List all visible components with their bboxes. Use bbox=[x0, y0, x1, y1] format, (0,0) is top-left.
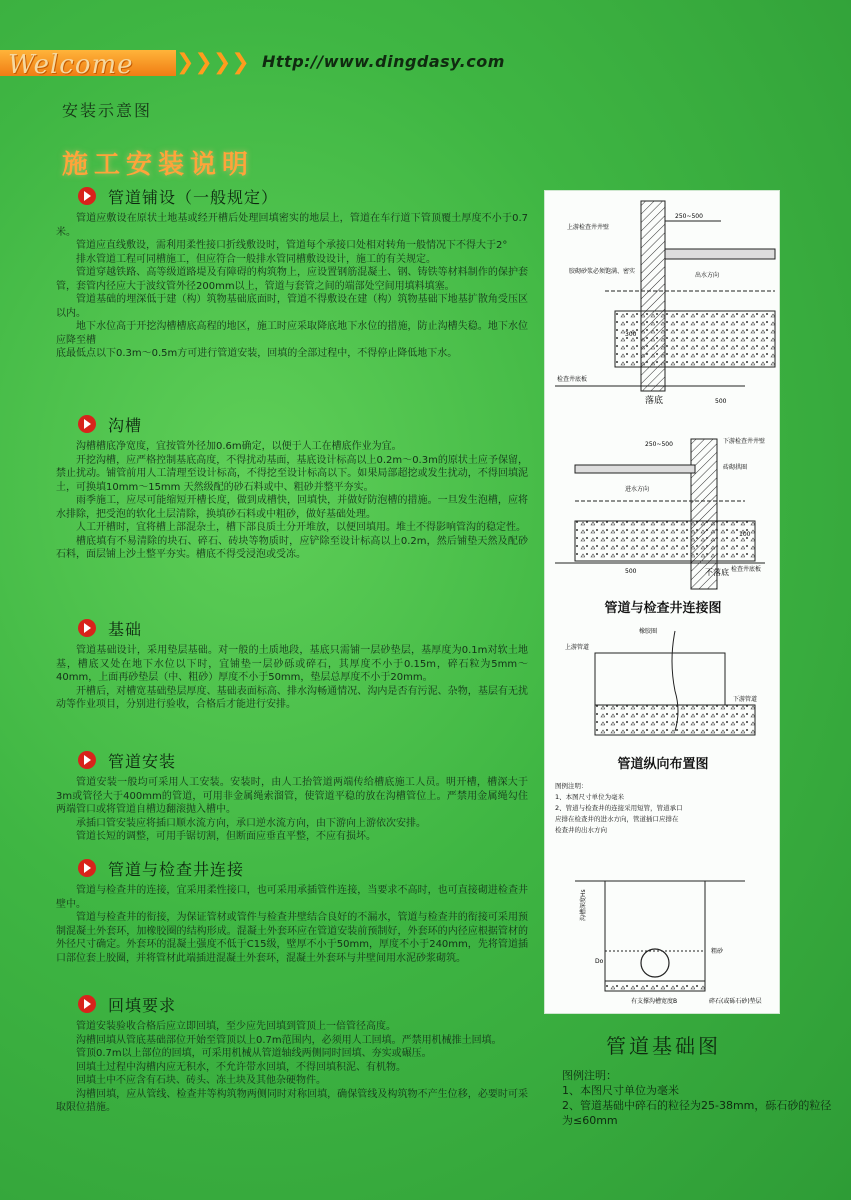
play-bullet-icon bbox=[78, 187, 96, 205]
paragraph: 管道基础的埋深低于建（构）筑物基础底面时，管道不得敷设在建（构）筑物基础下地基扩散角受压区以内。 bbox=[56, 294, 528, 319]
legend-line: 2、管道与检查井的连接采用短管，管道承口 bbox=[555, 804, 683, 812]
dim-500-label: 500 bbox=[715, 398, 727, 405]
paragraph: 管道穿越铁路、高等级道路堤及有障碍的构筑物上，应设置钢筋混凝土、钢、铸铁等材料制作的保护套管，套管内径应大于波纹管外径200mm以上，管道与套管之间的端部处空间用填料填塞。 bbox=[56, 267, 528, 292]
welcome-banner bbox=[0, 50, 176, 80]
brick-label: 砖砌拱圈 bbox=[723, 464, 748, 471]
website-url[interactable]: Http://www.dingdasy.com bbox=[262, 52, 505, 71]
ring-label: 橡胶圈 bbox=[639, 628, 658, 635]
welcome-text: Welcome bbox=[8, 50, 134, 80]
paragraph: 管道长短的调整，可用手锯切割，但断面应垂直平整，不应有损坏。 bbox=[76, 831, 376, 842]
paragraph: 管道与检查井的衔接，为保证管材或管件与检查井壁结合良好的不漏水，管道与检查井的衔接可采用预制混凝土外套环，加橡胶圈的结构形成。混凝土外套环应在管道安装前预制好，外套环的内径应根据管材的外径尺寸确定。外套环的混凝土强度不低于C15级，壁厚不小于50mm，厚度不小于240mm，先将管道插口部位套上胶圈，并将管材此端插进混凝土外套环，混凝土外套环与井壁间用水泥砂浆砌筑。 bbox=[56, 912, 528, 964]
paragraph: 雨季施工，应尽可能缩短开槽长度，做到成槽快，回填快，并做好防泡槽的措施。一旦发生泡槽，应将水排除，把受泡的软化土层清除，换填砂石料或中粗砂，做好基础处理。 bbox=[56, 495, 528, 520]
section-title: 管道铺设（一般规定） bbox=[108, 187, 279, 207]
arrows-glyphs: ❯❯❯❯ bbox=[176, 50, 250, 75]
paragraph: 开挖沟槽，应严格控制基底高度，不得扰动基面，基底设计标高以上0.2m～0.3m的原状土应予保留，禁止扰动。铺管前用人工清理至设计标高，不得挖至设计标高以下。如果局部超挖或发生扰动，不得回填泥土，可换填10mm～15mm 天然级配的砂石料或中、粗砂并整平夯实。 bbox=[56, 454, 528, 493]
drop-label: 落底 bbox=[645, 396, 664, 406]
note-line: 1、本图尺寸单位为毫米 bbox=[562, 1084, 679, 1097]
section-heading bbox=[56, 184, 528, 208]
section-heading bbox=[56, 856, 528, 880]
diagram-downstream-connection bbox=[555, 437, 765, 589]
paragraph: 沟槽回填，应从管线、检查井等构筑物两侧同时对称回填，确保管线及构筑物不产生位移，必要时可采取限位措施。 bbox=[56, 1088, 528, 1113]
paragraph: 管道与检查井的连接，宜采用柔性接口，也可采用承插管件连接，当要求不高时，也可直接砌进检查井壁中。 bbox=[56, 885, 528, 910]
do-label: Do bbox=[595, 958, 604, 965]
diagram-upstream-connection bbox=[555, 201, 775, 406]
well-label: 上游检查井井壁 bbox=[567, 224, 610, 231]
pipe-top bbox=[575, 465, 695, 473]
caption-connection: 管道与检查井连接图 bbox=[604, 601, 722, 616]
section-manhole-connection bbox=[56, 856, 528, 965]
flow-label: 出水方向 bbox=[695, 272, 720, 279]
pipe-top bbox=[665, 249, 775, 259]
legend-title: 图例注明： bbox=[555, 782, 588, 790]
paragraph: 承插口管安装应将插口顺水流方向，承口逆水流方向，由下游向上游依次安排。 bbox=[76, 817, 426, 829]
paragraph: 回填土中不应含有石块、砖头、冻土块及其他杂硬物件。 bbox=[76, 1075, 326, 1086]
legend-line: 1、本图尺寸单位为毫米 bbox=[555, 793, 625, 801]
nodrop-label: 不落底 bbox=[705, 568, 729, 577]
section-pipe-laying bbox=[56, 184, 528, 361]
seal-label: 胶砌砂浆必须饱满、密实 bbox=[569, 268, 636, 275]
section-title: 管道与检查井连接 bbox=[108, 859, 245, 879]
pipe-circle bbox=[641, 949, 669, 977]
gravel-label: 碎石(或砾石砂)垫层 bbox=[709, 998, 762, 1005]
arrows-icon bbox=[176, 50, 248, 76]
paragraph: 管顶0.7m以上部位的回填，可采用机械从管道轴线两侧同时回填、夯实或碾压。 bbox=[76, 1048, 432, 1059]
paragraph: 管道基础设计，采用垫层基础。对一般的土质地段，基底只需铺一层砂垫层，基厚度为0.1m对软土地基，槽底又处在地下水位以下时，宜铺垫一层砂砾或碎石，其厚度不小于0.15m，碎石粒为5mm～40mm，上面再砂垫层（中、粗砂）厚度不小于50mm，垫层总厚度不小于20mm。 bbox=[56, 645, 528, 683]
foundation-notes bbox=[562, 1068, 832, 1128]
width-label: 有支撑沟槽宽度B bbox=[631, 998, 678, 1005]
play-bullet-icon bbox=[78, 751, 96, 769]
gravel-layer bbox=[605, 981, 705, 991]
base-label: 检查井底板 bbox=[557, 376, 588, 383]
section-title: 管道安装 bbox=[108, 751, 177, 771]
paragraph: 管道安装验收合格后应立即回填，至少应先回填到管顶上一倍管径高度。 bbox=[76, 1021, 396, 1032]
diagram-longitudinal bbox=[565, 627, 757, 735]
paragraph: 排水管道工程可同槽施工，但应符合一般排水管同槽敷设设计，施工的有关规定。 bbox=[76, 253, 436, 265]
gravel-bed bbox=[575, 521, 755, 561]
paragraph: 沟槽回填从管底基础部位开始至管顶以上0.7m范围内，必须用人工回填。严禁用机械推土回填。 bbox=[76, 1034, 502, 1046]
diagram-panel bbox=[544, 190, 780, 1014]
upstream-label: 上游管道 bbox=[565, 644, 590, 651]
play-bullet-icon bbox=[78, 995, 96, 1013]
downstream-label: 下游管道 bbox=[733, 696, 758, 703]
section-trench bbox=[56, 412, 528, 562]
section-pipe-installation bbox=[56, 748, 528, 844]
well-wall bbox=[691, 439, 717, 589]
gravel-bed bbox=[615, 311, 775, 367]
paragraph: 管道应直线敷设，需利用柔性接口折线敷设时，管道每个承接口处相对转角一般情况下不得大于2° bbox=[76, 240, 508, 251]
well-label: 下游检查井井壁 bbox=[723, 438, 766, 445]
legend-line: 应排在检查井的进水方向，管道插口应排在 bbox=[555, 815, 679, 823]
section-heading bbox=[56, 748, 528, 772]
header bbox=[0, 42, 851, 82]
page-subtitle: 安装示意图 bbox=[62, 101, 153, 120]
notes-title: 图例注明： bbox=[562, 1069, 617, 1082]
foundation-title: 管道基础图 bbox=[606, 1034, 721, 1058]
base-label: 检查井底板 bbox=[731, 566, 762, 573]
paragraph: 底最低点以下0.3m～0.5m方可进行管道安装，回填的全部过程中，不得停止降低地下水。 bbox=[56, 348, 458, 359]
note-line: 2、管道基础中碎石的粒径为25-38mm，砾石砂的粒径为≤60mm bbox=[562, 1099, 832, 1127]
dim-300-label: 300 bbox=[625, 331, 637, 338]
sand-label: 粗砂 bbox=[711, 948, 724, 955]
dim-label: 250~500 bbox=[645, 441, 673, 448]
paragraph: 沟槽槽底净宽度，宜按管外径加0.6m确定，以便于人工在槽底作业为宜。 bbox=[76, 441, 402, 452]
dim-label: 250~500 bbox=[675, 213, 703, 220]
paragraph: 槽底填有不易清除的块石、碎石、砖块等物质时，应铲除至设计标高以上0.2m，然后铺垫天然及配砂石料，面层铺上沙土整平夯实。槽底不得受浸泡或受冻。 bbox=[56, 535, 528, 560]
page-title: 施工安装说明 bbox=[62, 150, 255, 180]
paragraph: 地下水位高于开挖沟槽槽底高程的地区，施工时应采取降底地下水位的措施，防止沟槽失稳。地下水位应降至槽 bbox=[56, 321, 528, 346]
pipe-body bbox=[595, 653, 725, 705]
depth-label: 沟槽深度Hs bbox=[580, 889, 587, 921]
paragraph: 开槽后，对槽宽基础垫层厚度、基础表面标高、排水沟畅通情况、沟内是否有污泥、杂物，基层有无扰动等作业项目，分别进行验收，合格后才能进行安排。 bbox=[56, 685, 528, 710]
section-title: 回填要求 bbox=[108, 995, 177, 1015]
paragraph: 人工开槽时，宜将槽上部混杂土，槽下部良质土分开堆放，以便回填用。堆土不得影响管沟的稳定性。 bbox=[76, 522, 526, 533]
section-heading bbox=[56, 992, 528, 1016]
play-bullet-icon bbox=[78, 415, 96, 433]
legend-line: 检查井的出水方向 bbox=[555, 826, 607, 834]
paragraph: 回填土过程中沟槽内应无积水，不允许带水回填，不得回填积泥、有机物。 bbox=[76, 1061, 406, 1073]
dim-500-label: 500 bbox=[625, 568, 637, 575]
diagram-foundation-section bbox=[575, 881, 762, 1005]
caption-longitudinal: 管道纵向布置图 bbox=[617, 757, 709, 772]
paragraph: 管道安装一般均可采用人工安装。安装时，由人工抬管道两端传给槽底施工人员。明开槽，槽深大于3m或管径大于400mm的管道，可用非金属绳索溜管，使管道平稳的放在沟槽管位上。严禁用金属绳勾住两端管口或将管道自槽边翻滚抛入槽中。 bbox=[56, 777, 528, 815]
dim-100-label: 100 bbox=[739, 531, 751, 538]
section-heading bbox=[56, 412, 528, 436]
flow-label: 进水方向 bbox=[625, 486, 650, 493]
section-title: 沟槽 bbox=[108, 415, 143, 435]
section-backfill bbox=[56, 992, 528, 1115]
section-foundation bbox=[56, 616, 528, 712]
section-heading bbox=[56, 616, 528, 640]
paragraph: 管道应敷设在原状土地基或经开槽后处理回填密实的地层上，管道在车行道下管顶覆土厚度不小于0.7米。 bbox=[56, 213, 528, 238]
play-bullet-icon bbox=[78, 859, 96, 877]
section-title: 基础 bbox=[108, 619, 143, 639]
diagram-legend bbox=[555, 781, 775, 836]
play-bullet-icon bbox=[78, 619, 96, 637]
